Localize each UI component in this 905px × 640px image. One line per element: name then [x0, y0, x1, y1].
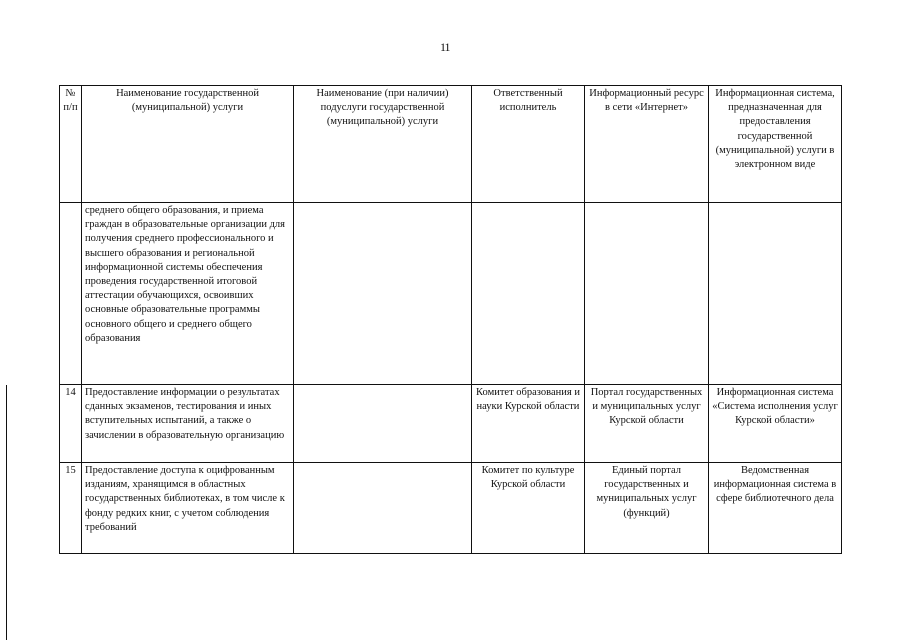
- row-executor: Комитет по культуре Курской области: [472, 463, 585, 554]
- header-executor: Ответственный исполнитель: [472, 86, 585, 203]
- page-number: 11: [440, 40, 450, 54]
- row-system: [709, 203, 842, 385]
- margin-line: [6, 385, 7, 640]
- row-executor: [472, 203, 585, 385]
- row-service: Предоставление информации о результатах сданных экзаменов, тестирования и иных вступительных испытаний, а также о зачислении в образовательную организацию: [82, 385, 294, 463]
- row-service: Предоставление доступа к оцифрованным изданиям, хранящимся в областных государственных библиотеках, в том числе к фонду редких книг, с учетом соблюдения требований: [82, 463, 294, 554]
- table-row: [60, 203, 842, 385]
- header-number: № п/п: [60, 86, 82, 203]
- header-service-name: Наименование государственной (муниципальной) услуги: [82, 86, 294, 203]
- row-number: [60, 203, 82, 385]
- row-system: Информационная система «Система исполнения услуг Курской области»: [709, 385, 842, 463]
- row-number: 15: [60, 463, 82, 554]
- row-resource: [585, 203, 709, 385]
- table-header-row: [60, 86, 842, 203]
- row-resource: Портал государственных и муниципальных услуг Курской области: [585, 385, 709, 463]
- row-subservice: [294, 463, 472, 554]
- row-executor: Комитет образования и науки Курской области: [472, 385, 585, 463]
- row-number: 14: [60, 385, 82, 463]
- services-table: [59, 85, 842, 554]
- row-resource: Единый портал государственных и муниципальных услуг (функций): [585, 463, 709, 554]
- header-internet-resource: Информационный ресурс в сети «Интернет»: [585, 86, 709, 203]
- header-information-system: Информационная система, предназначенная для предоставления государственной (муниципальной) услуги в электронном виде: [709, 86, 842, 203]
- row-service: среднего общего образования, и приема граждан в образовательные организации для получения среднего профессионального и высшего образования и региональной информационной системы обеспечения проведения государственной итоговой аттестации обучающихся, освоивших основные образовательные программы основного общего и среднего общего образования: [82, 203, 294, 385]
- row-subservice: [294, 385, 472, 463]
- row-system: Ведомственная информационная система в сфере библиотечного дела: [709, 463, 842, 554]
- row-subservice: [294, 203, 472, 385]
- table-row: [60, 385, 842, 463]
- header-subservice-name: Наименование (при наличии) подуслуги государственной (муниципальной) услуги: [294, 86, 472, 203]
- table-row: [60, 463, 842, 554]
